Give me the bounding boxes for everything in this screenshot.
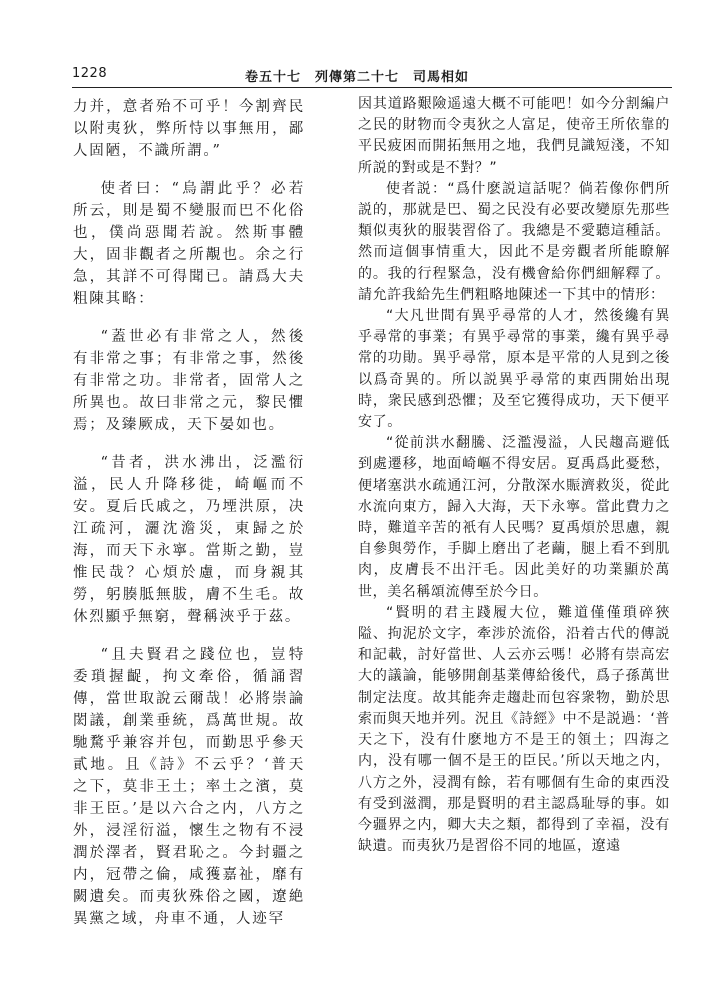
header-rule [72,87,672,88]
translation-paragraph: 使者説：“爲什麽説這話呢？倘若像你們所説的，那就是巴、蜀之民没有必要改變原先那些類似夷狄的服裝習俗了。我總是不愛聽這種話。然而這個事情重大，因此不是旁觀者所能瞭解的。我的行程緊急，没有機會給你們細解釋了。請允許我給先生們粗略地陳述一下其中的情形： [358,180,670,303]
classical-paragraph: 使者曰：“烏謂此乎？必若所云，則是蜀不變服而巴不化俗也，僕尚惡聞若說。然斯事體大，固非觀者之所覯也。余之行急，其詳不可得聞已。請爲大夫粗陳其略： [73,181,305,307]
translation-paragraph: 因其道路艱險遥遠大概不可能吧！如今分割編户之民的財物而令夷狄之人富足，使帝王所依靠的平民疲困而開拓無用之地，我們見識短淺，不知所説的對或是不對？” [358,96,670,176]
classical-text-column [73,96,305,946]
translation-paragraph: “從前洪水翻騰、泛濫漫溢，人民趨高避低到處遷移，地面崎嶇不得安居。夏禹爲此憂愁，便堵塞洪水疏通江河，分散深水賑濟救災，從此水流向東方，歸入大海，天下永寧。當此費力之時，難道辛苦的衹有人民嗎？夏禹煩於思慮，親自參與勞作，手脚上磨出了老繭，腿上看不到肌肉，皮膚長不出汗毛。因此美好的功業顯於萬世，美名稱頌流傳至於今日。 [358,435,670,600]
translation-paragraph: “賢明的君主踐履大位，難道僅僅瑣碎狹隘、拘泥於文字，牽涉於流俗，沿着古代的傳説和記載，討好當世、人云亦云嗎！必將有崇高宏大的議論，能够開創基業傳給後代，爲子孫萬世制定法度。故其能奔走趨赴而包容衆物，勤於思索而與天地并列。況且《詩經》中不是説過：‘普天之下，没有什麽地方不是王的領土；四海之内，没有哪一個不是王的臣民。’所以天地之内，八方之外，浸潤有餘，若有哪個有生命的東西没有受到滋潤，那是賢明的君主認爲耻辱的事。如今疆界之内，卿大夫之類，都得到了幸福，没有缺遺。而夷狄乃是習俗不同的地區，遼遠 [358,604,670,855]
translation-paragraph: “大凡世間有異乎尋常的人才，然後纔有異乎尋常的事業；有異乎尋常的事業，纔有異乎尋常的功勛。異乎尋常，原本是平常的人見到之後以爲奇異的。所以説異乎尋常的東西開始出現時，衆民感到恐懼；及至它獲得成功，天下便平安了。 [358,308,670,431]
page-number: 1228 [72,66,108,81]
classical-paragraph: “蓋世必有非常之人，然後有非常之事；有非常之事，然後有非常之功。非常者，固常人之所異也。故曰非常之元，黎民懼焉；及臻厥成，天下晏如也。 [73,329,305,433]
classical-paragraph: “且夫賢君之踐位也，豈特委瑣握齪，拘文牽俗，循誦習傳，當世取說云爾哉！必將崇論閎議，創業垂統，爲萬世規。故馳騖乎兼容并包，而勤思乎參天貳地。且《詩》不云乎？‘普天之下，莫非王土；率土之濱，莫非王臣。’是以六合之内，八方之外，浸淫衍溢，懷生之物有不浸潤於澤者，賢君恥之。今封疆之内，冠帶之倫，咸獲嘉祉，靡有闕遺矣。而夷狄殊俗之國，遼絶異黨之域，舟車不通，人迹罕 [73,647,305,927]
translation-column [358,94,670,857]
running-title: 卷五十七 列傳第二十七 司馬相如 [245,70,470,85]
classical-paragraph: “昔者，洪水沸出，泛濫衍溢，民人升降移徙，崎嶇而不安。夏后氏戚之，乃堙洪原，决江疏河，灑沈澹災，東歸之於海，而天下永寧。當斯之勤，豈惟民哉？心煩於慮，而身親其勞，躬腠胝無胈，膚不生毛。故休烈顯乎無窮，聲稱浹乎于茲。 [73,455,305,625]
classical-paragraph: 力并，意者殆不可乎！今割齊民以附夷狄，弊所恃以事無用，鄙人固陋，不識所謂。” [73,99,305,159]
page-header [72,66,672,86]
